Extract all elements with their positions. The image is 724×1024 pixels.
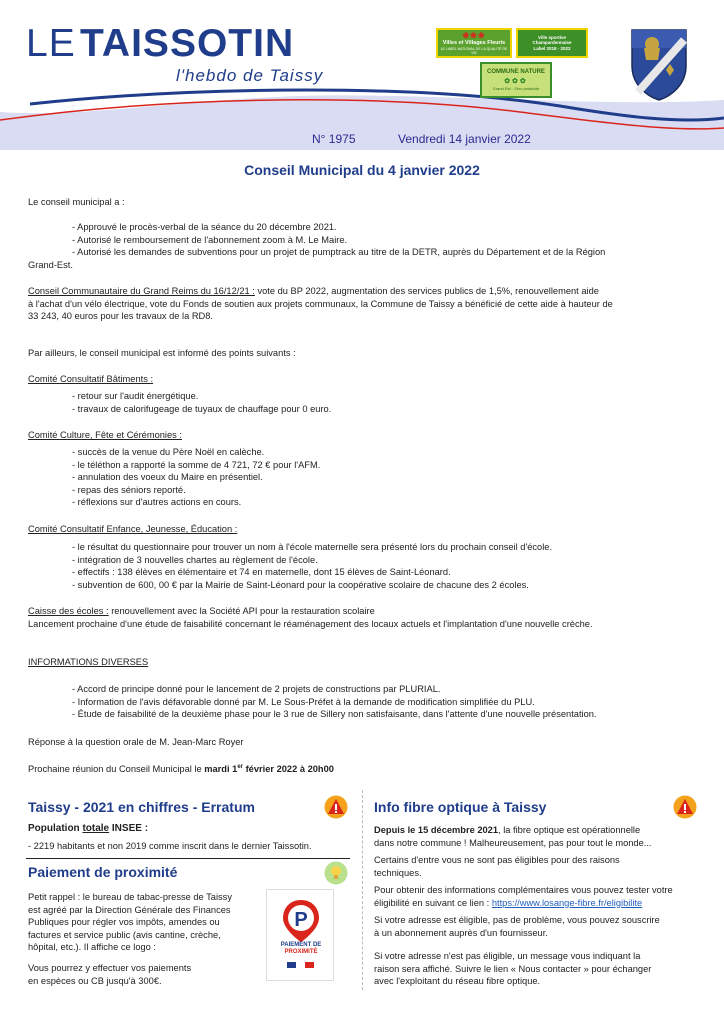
- fibre-p2-b: techniques.: [374, 867, 422, 878]
- culture-label: Comité Culture, Fête et Cérémonies :: [28, 430, 182, 440]
- next-meeting-prefix: Prochaine réunion du Conseil Municipal le: [28, 764, 205, 775]
- caisse-line2: Lancement prochaine d'une étude de faisabilité concernant le réaménagement des locaux actuels et l'implantation d'une nouvelle crèche.: [28, 618, 593, 629]
- batiments-list: [72, 390, 712, 415]
- fibre-p5: [374, 950, 651, 988]
- cc-line1: vote du BP 2022, augmentation des services publics de 1,5%, renouvellement aide: [254, 286, 599, 296]
- fibre-p5-b: raison sera affiché. Suivre le lien « Nous contacter » pour échanger: [374, 963, 652, 974]
- list-item: - Étude de faisabilité de la deuxième phase pour le 3 rue de Sillery non satisfaisante, dans l'attente d'une nouvelle présentation.: [72, 709, 597, 719]
- list-item: - subvention de 600, 00 € par la Mairie de Saint-Léonard pour la coopérative scolaire de chacune des 2 écoles.: [72, 579, 529, 590]
- next-meeting-date-b: février 2022 à 20h00: [242, 764, 334, 775]
- list-item: - succès de la venue du Père Noël en calèche.: [72, 447, 265, 457]
- enfance-list: [72, 541, 712, 591]
- paiement-line: est agréé par la Direction Générale des Finances: [28, 904, 231, 915]
- fibre-p5-a: Si votre adresse n'est pas éligible, un message vous indiquant la: [374, 951, 641, 961]
- list-item: - Autorisé le remboursement de l'abonnement zoom à M. Le Maire.: [72, 234, 348, 245]
- fibre-p2-a: Certains d'entre vous ne sont pas éligibles pour des raisons: [374, 855, 620, 865]
- paiement-line: Vous pourrez y effectuer vos paiements: [28, 963, 192, 973]
- fibre-p1-a: , la fibre optique est opérationnelle: [498, 825, 641, 835]
- next-meeting-sup: er: [237, 764, 243, 770]
- list-item: - Accord de principe donné pour le lancement de 2 projets de constructions par PLURIAL.: [72, 684, 441, 694]
- proximite-p-icon: [281, 896, 321, 976]
- issue-date: Vendredi 14 janvier 2022: [398, 132, 531, 146]
- question-orale: Réponse à la question orale de M. Jean-Marc Royer: [28, 737, 244, 747]
- svg-text:P: P: [294, 909, 308, 931]
- masthead-title: TAISSOTIN: [80, 22, 295, 65]
- section-divider: [26, 858, 350, 859]
- caisse-label: Caisse des écoles :: [28, 606, 109, 616]
- paiement-title: Paiement de proximité: [28, 864, 178, 880]
- paiement-proximite-logo: [266, 889, 334, 981]
- fibre-p1: [374, 824, 652, 849]
- flowers-icon: ❀❀❀: [462, 30, 486, 40]
- list-item: - annulation des voeux du Maire en présentiel.: [72, 472, 263, 482]
- conseil-communautaire-label: Conseil Communautaire du Grand Reims du 16/12/21 :: [28, 286, 255, 296]
- fibre-p4-b: à un abonnement auprès d'un fournisseur.: [374, 927, 548, 938]
- informations-diverses-heading: INFORMATIONS DIVERSES: [28, 657, 149, 667]
- list-item: - travaux de calorifugeage de tuyaux de chauffage pour 0 euro.: [72, 403, 332, 414]
- paiement-line: factures et service public (avis cantine, crèche,: [28, 929, 221, 940]
- article-title: Conseil Municipal du 4 janvier 2022: [244, 162, 480, 178]
- fibre-p2: [374, 854, 620, 879]
- villes-fleuris-label: Villes et Villages Fleuris: [442, 40, 506, 47]
- commune-nature-small: Grand Est · Zéro pesticide: [492, 85, 540, 91]
- paiement-line: Petit rappel : le bureau de tabac-presse de Taissy: [28, 892, 232, 902]
- issue-number: N° 1975: [312, 132, 356, 146]
- masthead-le: LE: [26, 22, 76, 65]
- commune-nature-badge: [480, 62, 552, 98]
- proximite-logo-line2: PROXIMITÉ: [284, 949, 318, 955]
- fibre-title: Info fibre optique à Taissy: [374, 799, 547, 815]
- next-meeting-date-a: mardi 1: [204, 764, 238, 775]
- list-item: - Approuvé le procès-verbal de la séance du 20 décembre 2021.: [72, 222, 337, 232]
- caisse-paragraph: [28, 605, 698, 630]
- masthead-subtitle: l'hebdo de Taissy: [176, 66, 324, 85]
- intro-text: Le conseil municipal a :: [28, 197, 125, 207]
- decisions-list: [72, 221, 712, 259]
- list-item: - retour sur l'audit énergétique.: [72, 391, 199, 401]
- fibre-p4-a: Si votre adresse est éligible, pas de problème, vous pouvez souscrire: [374, 915, 660, 925]
- villes-fleuris-badge: [436, 28, 512, 58]
- fibre-p4: [374, 914, 660, 939]
- ville-sportive-line3: Label 2018 - 2022: [533, 45, 571, 51]
- fibre-p3-a: Pour obtenir des informations complémentaires vous pouvez tester votre: [374, 885, 673, 895]
- eligibilite-link[interactable]: https://www.losange-fibre.fr/eligibilite: [491, 897, 643, 908]
- page-header: [0, 0, 724, 150]
- list-item: - repas des séniors reporté.: [72, 484, 186, 495]
- population-label-c: INSEE :: [109, 823, 149, 834]
- paiement-text-2: [28, 962, 191, 987]
- fibre-p3: [374, 884, 673, 909]
- fibre-p1-b: dans notre commune ! Malheureusement, pas pour tout le monde...: [374, 837, 652, 848]
- next-meeting: [28, 761, 698, 776]
- population-label-a: Population: [28, 823, 83, 834]
- proximite-logo-line1: PAIEMENT DE: [280, 942, 322, 948]
- population-value: - 2219 habitants et non 2019 comme inscrit dans le dernier Taissotin.: [28, 841, 312, 851]
- fibre-p3-b: éligibilité en suivant ce lien :: [374, 897, 492, 908]
- paiement-text: [28, 891, 232, 954]
- lightbulb-icon: [324, 861, 348, 885]
- population-line: [28, 823, 148, 836]
- ville-sportive-line2: Champardennaise: [532, 40, 572, 46]
- leaves-icon: ✿✿✿: [504, 77, 528, 85]
- proximite-logo-text: [267, 942, 335, 956]
- list-item: - Autorisé les demandes de subventions pour un projet de pumptrack au titre de la DETR, auprès du Département et de la Région: [72, 247, 606, 257]
- ville-sportive-badge: [516, 28, 588, 58]
- cc-line3: 33 243, 40 euros pour les travaux de la RD8.: [28, 311, 214, 321]
- conseil-communautaire-paragraph: [28, 285, 698, 323]
- decisions-tail: Grand-Est.: [28, 260, 73, 270]
- paiement-line: hôpital, etc.). Il affiche ce logo :: [28, 942, 156, 952]
- fibre-p5-c: avec l'exploitant du réseau fibre optique.: [374, 976, 541, 986]
- culture-list: [72, 446, 712, 509]
- list-item: - intégration de 3 nouvelles chartes au règlement de l'école.: [72, 554, 318, 565]
- warning-icon: [324, 795, 348, 819]
- list-item: - le résultat du questionnaire pour trouver un nom à l'école maternelle sera présenté lors du prochain conseil d'école.: [72, 542, 553, 552]
- column-divider: [362, 790, 363, 990]
- list-item: - réflexions sur d'autres actions en cours.: [72, 497, 242, 507]
- list-item: - le téléthon a rapporté la somme de 4 721, 72 € pour l'AFM.: [72, 459, 321, 470]
- paiement-line: en espèces ou CB jusqu'à 300€.: [28, 975, 162, 986]
- commune-nature-label: COMMUNE NATURE: [487, 68, 545, 75]
- cc-line2: à l'achat d'un vélo électrique, vote du Fonds de soutien aux projets communaux, la Commune de Taissy a bénéficié de cette aide à hauteur de: [28, 298, 613, 309]
- chiffres-title: Taissy - 2021 en chiffres - Erratum: [28, 799, 255, 815]
- divers-list: [72, 683, 712, 721]
- paiement-line: Publiques pour régler vos impôts, amendes ou: [28, 917, 220, 927]
- informed-text: Par ailleurs, le conseil municipal est informé des points suivants :: [28, 348, 296, 358]
- warning-icon: [673, 795, 697, 819]
- villes-fleuris-small: LE LABEL NATIONAL DE LA QUALITÉ DE VIE: [440, 46, 508, 56]
- ville-sportive-line1: Ville sportive: [538, 34, 566, 40]
- batiments-label: Comité Consultatif Bâtiments :: [28, 374, 154, 384]
- enfance-label: Comité Consultatif Enfance, Jeunesse, Éducation :: [28, 524, 238, 534]
- fibre-date: Depuis le 15 décembre 2021: [374, 825, 499, 835]
- taissy-crest-icon: [628, 26, 690, 102]
- caisse-line1: renouvellement avec la Société API pour la restauration scolaire: [108, 606, 375, 616]
- list-item: - Information de l'avis défavorable donné par M. Le Sous-Préfet à la demande de modification simplifiée du PLU.: [72, 696, 535, 707]
- list-item: - effectifs : 138 élèves en élémentaire et 74 en maternelle, dont 15 élèves de Saint-Léonard.: [72, 567, 451, 577]
- population-label-total: totale: [82, 823, 110, 834]
